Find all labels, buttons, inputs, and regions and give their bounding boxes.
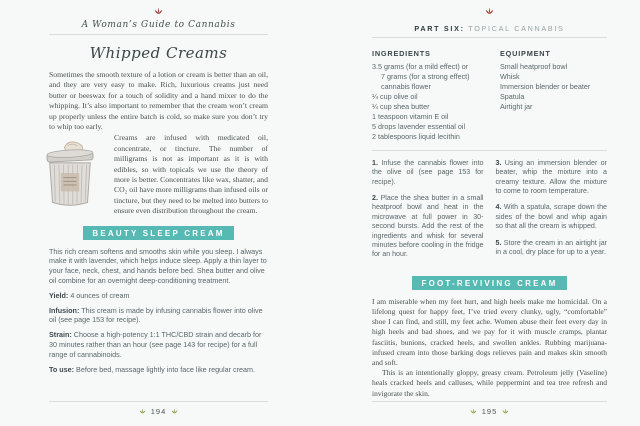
part-label: PART SIX: [414,24,465,33]
footer-rule [49,401,268,402]
field-text: Choose a high-potency 1:1 THC/CBD strain and decarb for 30 minutes rather than an hour (see page 143 for recipe) for a full range of cannabinoids. [49,330,262,359]
recipe-description: This rich cream softens and smooths skin while you sleep. I always make it with lavender, which helps induce sleep. Apply a thin layer to your face, neck, chest, and hands before bed. Shea butter and olive oil combine for an overnight deep-conditioning treatment. [49,246,267,286]
header-rule [372,37,607,38]
section-divider-rule [372,150,607,151]
field-label: Strain: [49,330,72,340]
top-ornament [372,6,607,17]
step-item [496,159,608,197]
ingredient-item: 2 tablespoons liquid lecithin [372,131,460,141]
intro-paragraph-2 [49,133,268,216]
step-number: 1. [372,158,378,167]
step-text: Place the shea butter in a small heatproof bowl and heat in the microwave at full power in 30-second bursts. Add the rest of the ingredients and whisk for several minutes before cooling in the fridge for an hour. [372,194,484,259]
step-number: 2. [372,194,378,203]
step-number: 3. [495,158,502,167]
recipe-field-yield [49,291,268,301]
field-text: This cream is made by infusing cannabis flower into olive oil (see page 153 for recipe). [49,305,263,325]
equipment-header: EQUIPMENT [500,49,551,58]
page-footer [372,401,607,416]
step-text: Store the cream in an airtight jar in a cool, dry place for up to a year. [495,238,607,257]
ingredient-item: 5 drops lavender essential oil [372,121,466,131]
foot-cream-paragraph-1: I am miserable when my feet hurt, and high heels make me homicidal. On a lifelong quest for happy feet, I’ve tried every clunky, ugly, “comfortable” shoe I can find, and still, my feet ache. Women abuse their feet every day in high heels and bad shoes, and we pay for it with muscle cramps, plantar fasciitis, bunions, cracked heels, and swollen ankles. Rubbing marijuana-infused cream into those barking dogs relieves pain and makes skin smooth and soft. [372,296,607,368]
step-text: Using an immersion blender or beater, whip the mixture into a creamy texture. Allow the mixture to come to room temperature. [495,158,607,196]
ingredient-item: ¼ cup olive oil [372,91,418,101]
step-item [372,159,484,187]
equipment-item: Spatula [500,91,525,101]
recipe-field-to-use [49,365,268,375]
step-text: With a spatula, scrape down the sides of the bowl and whip again so that all the cream is whipped. [495,203,607,231]
ingredient-item: 7 grams (for a strong effect) [381,71,470,81]
steps-column-left [372,159,484,267]
intro-paragraph-2-text: Creams are infused with medicated oil, concentrate, or tincture. The number of milligrams is not as important as it is with edibles, so with topicals we use the theory of more is better. Concentrates like wax, shatter, and CO₂ oil have more milligrams than infused oils or tincture, but they need to be melted into butters to ensure even distribution throughout the cream. [114,133,268,216]
ingredient-item: 1 teaspoon vitamin E oil [372,111,449,121]
field-label: Infusion: [49,305,80,315]
footer-rule [372,401,607,402]
book-page-right [320,0,640,426]
ingredients-column [372,49,500,142]
step-item [496,203,608,231]
field-text: 4 ounces of cream [70,290,130,300]
recipe-field-infusion [49,306,268,326]
equipment-item: Small heatproof bowl [500,61,568,71]
step-text: Infuse the cannabis flower into the olive oil (see page 153 for recipe). [372,158,484,186]
red-leaf-icon [485,7,494,16]
leaf-icon [470,408,477,415]
recipe-field-strain [49,330,268,359]
leaf-icon [502,408,509,415]
equipment-column [500,49,607,142]
running-header: A Woman’s Guide to Cannabis [81,20,236,30]
folio-row [49,407,268,416]
ingredients-header: INGREDIENTS [372,49,431,58]
leaf-icon [139,408,146,415]
page-number: 194 [150,407,167,416]
field-label: Yield: [49,290,69,300]
cream-jar-illustration [33,138,107,208]
equipment-item: Immersion blender or beater [500,81,591,91]
intro-paragraph-1: Sometimes the smooth texture of a lotion or cream is better than an oil, and they are very easy to make. Rich, luxurious creams just need butter or beeswax for a touch of solidity and a hand mixer to do the whipping. It’s also important to remember that the cream won’t cream up properly unless the entire batch is cold, so make sure you don’t try to whip too early. [49,70,268,132]
leaf-icon [171,408,178,415]
step-number: 5. [495,238,502,247]
red-leaf-icon [154,7,163,16]
top-ornament [49,6,268,17]
step-number: 4. [495,203,502,212]
foot-cream-paragraph-2: This is an intentionally gloppy, greasy cream. Petroleum jelly (Vaseline) heals cracked heels and calluses, while peppermint and tea tree refresh and invigorate the skin. [372,368,607,398]
running-header [372,24,607,33]
equipment-item: Whisk [500,71,520,81]
ingredient-item: 3.5 grams (for a mild effect) or [372,61,469,71]
folio-row [372,407,607,416]
steps-column-right [496,159,608,267]
section-badge-beauty-sleep-cream: BEAUTY SLEEP CREAM [83,226,233,240]
page-title: Whipped Creams [89,44,228,62]
equipment-item: Airtight jar [500,101,533,111]
step-item [496,239,608,258]
section-badge-foot-reviving-cream: FOOT-REVIVING CREAM [412,276,566,290]
header-rule [49,34,268,35]
field-label: To use: [49,364,75,374]
ingredient-item: ¼ cup shea butter [372,101,430,111]
page-number: 195 [481,407,498,416]
ingredient-item: cannabis flower [381,81,431,91]
part-section-label: TOPICAL CANNABIS [468,24,565,33]
page-footer [49,401,268,416]
step-item [372,194,484,260]
steps-section [372,159,607,267]
ingredients-equipment-columns [372,49,607,142]
field-text: Before bed, massage lightly into face like regular cream. [76,364,256,374]
